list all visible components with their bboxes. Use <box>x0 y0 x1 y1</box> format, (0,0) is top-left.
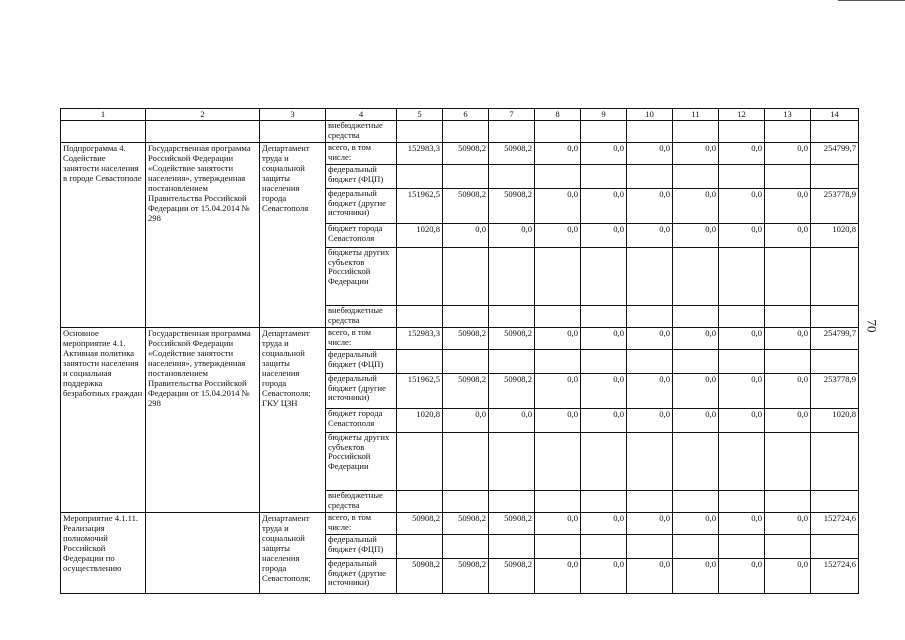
value-cell: 0,0 <box>581 559 627 594</box>
value-cell <box>443 350 489 374</box>
value-cell <box>765 165 811 189</box>
value-cell <box>811 165 859 189</box>
value-cell <box>673 306 719 328</box>
header-cell: 14 <box>811 109 859 121</box>
table-row <box>61 121 859 143</box>
section-executor-cell: Департамент труда и социальной защиты населения города Севастополя <box>260 143 326 328</box>
value-cell: 254799,7 <box>811 143 859 165</box>
section-executor-cell: Департамент труда и социальной защиты населения города Севастополя; ГКУ ЦЗН <box>260 328 326 513</box>
value-cell <box>397 433 443 491</box>
value-cell: 50908,2 <box>489 559 535 594</box>
source-cell: внебюджетные средства <box>326 306 397 328</box>
value-cell: 0,0 <box>627 224 673 248</box>
value-cell: 0,0 <box>581 374 627 409</box>
value-cell <box>719 491 765 513</box>
section-program-cell <box>146 513 260 594</box>
value-cell <box>765 350 811 374</box>
value-cell: 0,0 <box>489 409 535 433</box>
value-cell <box>581 165 627 189</box>
value-cell: 0,0 <box>627 374 673 409</box>
value-cell <box>673 350 719 374</box>
value-cell: 0,0 <box>535 559 581 594</box>
section-name-cell: Мероприятие 4.1.11. Реализация полномочий Российской Федерации по осуществлению <box>61 513 146 594</box>
value-cell <box>719 165 765 189</box>
value-cell: 152983,3 <box>397 143 443 165</box>
value-cell <box>489 248 535 306</box>
value-cell: 50908,2 <box>443 559 489 594</box>
value-cell: 0,0 <box>765 513 811 535</box>
value-cell: 0,0 <box>765 189 811 224</box>
section-executor-cell: Департамент труда и социальной защиты населения города Севастополя; <box>260 513 326 594</box>
value-cell <box>765 491 811 513</box>
value-cell: 0,0 <box>673 559 719 594</box>
value-cell <box>535 433 581 491</box>
header-cell: 12 <box>719 109 765 121</box>
value-cell: 0,0 <box>673 513 719 535</box>
value-cell: 1020,8 <box>811 409 859 433</box>
source-cell: федеральный бюджет (ФЦП) <box>326 535 397 559</box>
value-cell: 0,0 <box>535 189 581 224</box>
header-cell: 2 <box>146 109 260 121</box>
value-cell <box>627 248 673 306</box>
value-cell: 0,0 <box>535 143 581 165</box>
value-cell <box>811 535 859 559</box>
value-cell <box>489 535 535 559</box>
value-cell <box>397 248 443 306</box>
value-cell <box>673 248 719 306</box>
value-cell <box>673 535 719 559</box>
source-cell: бюджеты других субъектов Российской Федерации <box>326 433 397 491</box>
value-cell <box>581 248 627 306</box>
value-cell: 50908,2 <box>443 328 489 350</box>
value-cell: 0,0 <box>673 328 719 350</box>
budget-table <box>60 108 859 594</box>
value-cell: 0,0 <box>765 409 811 433</box>
value-cell <box>581 350 627 374</box>
value-cell: 0,0 <box>765 374 811 409</box>
value-cell <box>627 535 673 559</box>
value-cell: 0,0 <box>627 409 673 433</box>
value-cell <box>811 306 859 328</box>
value-cell: 0,0 <box>719 559 765 594</box>
value-cell <box>673 433 719 491</box>
value-cell: 0,0 <box>719 374 765 409</box>
source-cell: бюджет города Севастополя <box>326 409 397 433</box>
value-cell <box>535 491 581 513</box>
header-cell: 6 <box>443 109 489 121</box>
value-cell: 50908,2 <box>489 513 535 535</box>
source-cell: всего, в том числе: <box>326 143 397 165</box>
header-cell: 4 <box>326 109 397 121</box>
header-cell: 10 <box>627 109 673 121</box>
value-cell: 50908,2 <box>489 328 535 350</box>
value-cell: 0,0 <box>765 559 811 594</box>
value-cell: 0,0 <box>765 224 811 248</box>
value-cell: 0,0 <box>719 409 765 433</box>
value-cell: 50908,2 <box>397 513 443 535</box>
value-cell <box>581 491 627 513</box>
value-cell <box>581 433 627 491</box>
header-cell: 7 <box>489 109 535 121</box>
value-cell <box>627 350 673 374</box>
section-program-cell: Государственная программа Российской Федерации «Содействие занятости населения», утвержденная постановлением Правительства Российской Федерации от 15.04.2014 № 298 <box>146 143 260 328</box>
value-cell: 0,0 <box>719 143 765 165</box>
value-cell <box>673 491 719 513</box>
value-cell <box>627 433 673 491</box>
value-cell <box>397 350 443 374</box>
value-cell: 0,0 <box>535 224 581 248</box>
value-cell <box>719 306 765 328</box>
value-cell <box>397 491 443 513</box>
value-cell <box>765 306 811 328</box>
value-cell: 0,0 <box>719 224 765 248</box>
value-cell: 50908,2 <box>489 143 535 165</box>
value-cell: 1020,8 <box>397 224 443 248</box>
value-cell: 0,0 <box>627 189 673 224</box>
header-row <box>61 109 859 121</box>
value-cell: 0,0 <box>581 409 627 433</box>
value-cell: 0,0 <box>719 328 765 350</box>
section-name-cell: Подпрограмма 4. Содействие занятости населения в городе Севастополе <box>61 143 146 328</box>
value-cell: 152983,3 <box>397 328 443 350</box>
value-cell: 0,0 <box>489 224 535 248</box>
source-cell: федеральный бюджет (другие источники) <box>326 559 397 594</box>
value-cell <box>535 535 581 559</box>
value-cell <box>811 248 859 306</box>
value-cell: 0,0 <box>673 143 719 165</box>
value-cell: 0,0 <box>673 224 719 248</box>
value-cell <box>397 535 443 559</box>
source-cell: бюджеты других субъектов Российской Федерации <box>326 248 397 306</box>
value-cell: 0,0 <box>581 189 627 224</box>
value-cell <box>443 535 489 559</box>
header-cell: 13 <box>765 109 811 121</box>
value-cell: 50908,2 <box>443 143 489 165</box>
value-cell: 0,0 <box>443 409 489 433</box>
value-cell <box>443 433 489 491</box>
value-cell: 253778,9 <box>811 189 859 224</box>
value-cell: 151962,5 <box>397 189 443 224</box>
value-cell: 254799,7 <box>811 328 859 350</box>
source-cell: бюджет города Севастополя <box>326 224 397 248</box>
value-cell: 152724,6 <box>811 559 859 594</box>
source-cell: федеральный бюджет (другие источники) <box>326 189 397 224</box>
value-cell <box>719 433 765 491</box>
value-cell <box>443 306 489 328</box>
value-cell <box>489 306 535 328</box>
source-cell: внебюджетные средства <box>326 491 397 513</box>
value-cell: 152724,6 <box>811 513 859 535</box>
value-cell: 0,0 <box>627 559 673 594</box>
value-cell <box>765 433 811 491</box>
value-cell: 50908,2 <box>443 189 489 224</box>
value-cell <box>627 491 673 513</box>
value-cell <box>581 306 627 328</box>
value-cell: 0,0 <box>535 374 581 409</box>
page-number: 70 <box>864 319 880 333</box>
value-cell <box>397 165 443 189</box>
value-cell: 50908,2 <box>443 374 489 409</box>
header-cell: 8 <box>535 109 581 121</box>
value-cell <box>719 248 765 306</box>
header-cell: 1 <box>61 109 146 121</box>
header-cell: 11 <box>673 109 719 121</box>
value-cell: 0,0 <box>535 328 581 350</box>
table-row <box>61 328 859 350</box>
table-row <box>61 143 859 165</box>
value-cell <box>535 350 581 374</box>
value-cell <box>535 306 581 328</box>
value-cell: 50908,2 <box>489 189 535 224</box>
value-cell <box>489 165 535 189</box>
value-cell <box>443 165 489 189</box>
source-cell: всего, в том числе: <box>326 513 397 535</box>
value-cell <box>489 491 535 513</box>
source-cell: федеральный бюджет (ФЦП) <box>326 165 397 189</box>
value-cell: 1020,8 <box>397 409 443 433</box>
value-cell: 0,0 <box>673 189 719 224</box>
value-cell: 0,0 <box>535 513 581 535</box>
value-cell <box>489 433 535 491</box>
value-cell: 0,0 <box>627 513 673 535</box>
value-cell <box>397 306 443 328</box>
source-cell: внебюджетные средства <box>326 121 397 143</box>
source-cell: федеральный бюджет (другие источники) <box>326 374 397 409</box>
value-cell: 0,0 <box>581 224 627 248</box>
value-cell: 0,0 <box>535 409 581 433</box>
value-cell: 50908,2 <box>443 513 489 535</box>
section-program-cell: Государственная программа Российской Федерации «Содействие занятости населения», утвержденная постановлением Правительства Российской Федерации от 15.04.2014 № 298 <box>146 328 260 513</box>
value-cell: 0,0 <box>719 513 765 535</box>
value-cell <box>765 248 811 306</box>
header-cell: 3 <box>260 109 326 121</box>
value-cell <box>443 248 489 306</box>
value-cell: 0,0 <box>443 224 489 248</box>
value-cell <box>811 491 859 513</box>
header-cell: 9 <box>581 109 627 121</box>
value-cell <box>811 433 859 491</box>
value-cell <box>765 535 811 559</box>
top-rule <box>838 0 905 1</box>
value-cell: 0,0 <box>765 143 811 165</box>
value-cell: 50908,2 <box>489 374 535 409</box>
value-cell <box>811 350 859 374</box>
value-cell <box>535 165 581 189</box>
value-cell: 0,0 <box>765 328 811 350</box>
value-cell: 253778,9 <box>811 374 859 409</box>
value-cell: 0,0 <box>673 409 719 433</box>
value-cell: 0,0 <box>673 374 719 409</box>
value-cell <box>581 535 627 559</box>
source-cell: федеральный бюджет (ФЦП) <box>326 350 397 374</box>
value-cell <box>627 306 673 328</box>
value-cell: 1020,8 <box>811 224 859 248</box>
value-cell <box>627 165 673 189</box>
value-cell <box>443 491 489 513</box>
value-cell: 0,0 <box>581 143 627 165</box>
value-cell <box>673 165 719 189</box>
section-name-cell: Основное мероприятие 4.1. Активная политика занятости населения и социальная поддержка безработных граждан <box>61 328 146 513</box>
value-cell: 0,0 <box>581 513 627 535</box>
source-cell: всего, в том числе: <box>326 328 397 350</box>
value-cell <box>535 248 581 306</box>
value-cell: 0,0 <box>627 143 673 165</box>
value-cell <box>719 350 765 374</box>
value-cell <box>489 350 535 374</box>
table-row <box>61 513 859 535</box>
value-cell: 50908,2 <box>397 559 443 594</box>
value-cell: 0,0 <box>581 328 627 350</box>
value-cell <box>719 535 765 559</box>
value-cell: 0,0 <box>719 189 765 224</box>
value-cell: 0,0 <box>627 328 673 350</box>
value-cell: 151962,5 <box>397 374 443 409</box>
header-cell: 5 <box>397 109 443 121</box>
